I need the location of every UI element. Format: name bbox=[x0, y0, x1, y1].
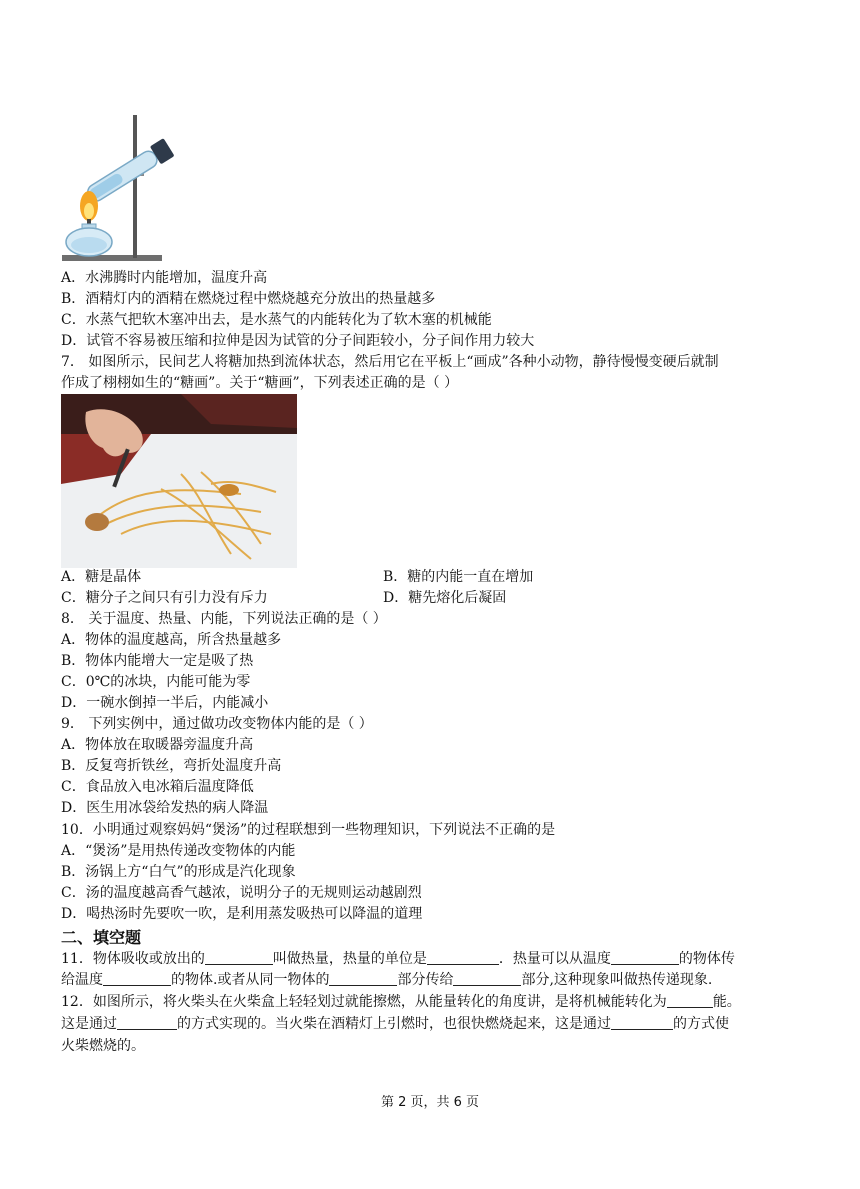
q11-blank-5[interactable] bbox=[329, 970, 397, 986]
q6-option-a: A．水沸腾时内能增加，温度升高 bbox=[61, 270, 268, 286]
q12-line3: 火柴燃烧的。 bbox=[61, 1038, 145, 1054]
q9-stem: 9． 下列实例中，通过做功改变物体内能的是（ ） bbox=[61, 716, 373, 732]
q8-option-a: A．物体的温度越高，所含热量越多 bbox=[61, 632, 282, 648]
q12-blank-2[interactable] bbox=[117, 1014, 177, 1030]
q11-blank-3[interactable] bbox=[611, 949, 679, 965]
q6-option-d: D．试管不容易被压缩和拉伸是因为试管的分子间距较小，分子间作用力较大 bbox=[61, 333, 535, 349]
q6-option-b: B．酒精灯内的酒精在燃烧过程中燃烧越充分放出的热量越多 bbox=[61, 291, 436, 307]
q11-text-4: 的物体传 bbox=[678, 951, 735, 967]
q9-option-a: A．物体放在取暖器旁温度升高 bbox=[61, 737, 254, 753]
q9-option-c: C．食品放入电冰箱后温度降低 bbox=[61, 779, 254, 795]
q11-text-2: 叫做热量，热量的单位是 bbox=[272, 951, 427, 967]
q11-blank-1[interactable] bbox=[205, 949, 273, 965]
q9-option-d: D．医生用冰袋给发热的病人降温 bbox=[61, 800, 269, 816]
q7-option-b: B．糖的内能一直在增加 bbox=[383, 569, 534, 585]
q7-stem-line2: 作成了栩栩如生的“糖画”。关于“糖画”，下列表述正确的是（ ） bbox=[61, 375, 459, 391]
q7-option-a: A．糖是晶体 bbox=[61, 569, 142, 585]
q11-blank-6[interactable] bbox=[453, 970, 521, 986]
q8-option-c: C．0℃的冰块，内能可能为零 bbox=[61, 674, 251, 690]
q8-stem: 8． 关于温度、热量、内能，下列说法正确的是（ ） bbox=[61, 611, 387, 627]
q10-option-d: D．喝热汤时先要吹一吹，是利用蒸发吸热可以降温的道理 bbox=[61, 906, 423, 922]
q11-text-8: 部分,这种现象叫做热传递现象. bbox=[521, 972, 713, 988]
q12-text-5: 的方式使 bbox=[673, 1016, 729, 1032]
q9-option-b: B．反复弯折铁丝，弯折处温度升高 bbox=[61, 758, 282, 774]
q10-option-c: C．汤的温度越高香气越浓，说明分子的无规则运动越剧烈 bbox=[61, 885, 422, 901]
q7-option-d: D．糖先熔化后凝固 bbox=[383, 590, 507, 606]
q7-option-c: C．糖分子之间只有引力没有斥力 bbox=[61, 590, 268, 606]
q11-text-7: 部分传给 bbox=[397, 972, 454, 988]
q12-blank-1[interactable] bbox=[667, 992, 713, 1008]
q12-text-3: 这是通过 bbox=[61, 1016, 117, 1032]
q12-line2 bbox=[61, 1014, 729, 1035]
q12-text-4: 的方式实现的。当火柴在酒精灯上引燃时，也很快燃烧起来，这是通过 bbox=[177, 1016, 611, 1032]
q12-line1 bbox=[61, 992, 741, 1013]
sugar-painting-photo bbox=[61, 394, 297, 568]
sugar-painting-drawing bbox=[61, 394, 297, 568]
q12-text-2: 能。 bbox=[712, 994, 741, 1010]
apparatus-drawing bbox=[60, 112, 195, 264]
q8-option-b: B．物体内能增大一定是吸了热 bbox=[61, 653, 254, 669]
q12-blank-3[interactable] bbox=[611, 1014, 673, 1030]
q11-text-3: ．热量可以从温度 bbox=[498, 951, 611, 967]
q11-line1 bbox=[61, 949, 735, 970]
q11-blank-2[interactable] bbox=[427, 949, 499, 965]
q11-text-5: 给温度 bbox=[61, 972, 103, 988]
q10-option-b: B．汤锅上方“白气”的形成是汽化现象 bbox=[61, 864, 296, 880]
q11-blank-4[interactable] bbox=[103, 970, 171, 986]
section-fill-in-title: 二、填空题 bbox=[61, 928, 142, 947]
q11-text-1: 11．物体吸收或放出的 bbox=[61, 951, 205, 967]
q10-option-a: A．“煲汤”是用热传递改变物体的内能 bbox=[61, 843, 296, 859]
q8-option-d: D．一碗水倒掉一半后，内能减小 bbox=[61, 695, 269, 711]
page-footer: 第 2 页，共 6 页 bbox=[380, 1095, 480, 1110]
q11-text-6: 的物体.或者从同一物体的 bbox=[171, 972, 330, 988]
q7-stem-line1: 7． 如图所示，民间艺人将糖加热到流体状态，然后用它在平板上“画成”各种小动物，静待慢慢变硬后就制 bbox=[61, 354, 719, 370]
q6-option-c: C．水蒸气把软木塞冲出去，是水蒸气的内能转化为了软木塞的机械能 bbox=[61, 312, 492, 328]
q11-line2 bbox=[61, 970, 712, 991]
q12-text-1: 12．如图所示，将火柴头在火柴盒上轻轻划过就能擦燃，从能量转化的角度讲，是将机械能转化为 bbox=[61, 994, 667, 1010]
alcohol-lamp-apparatus-image bbox=[60, 112, 195, 264]
q10-stem: 10．小明通过观察妈妈“煲汤”的过程联想到一些物理知识，下列说法不正确的是 bbox=[61, 822, 556, 838]
